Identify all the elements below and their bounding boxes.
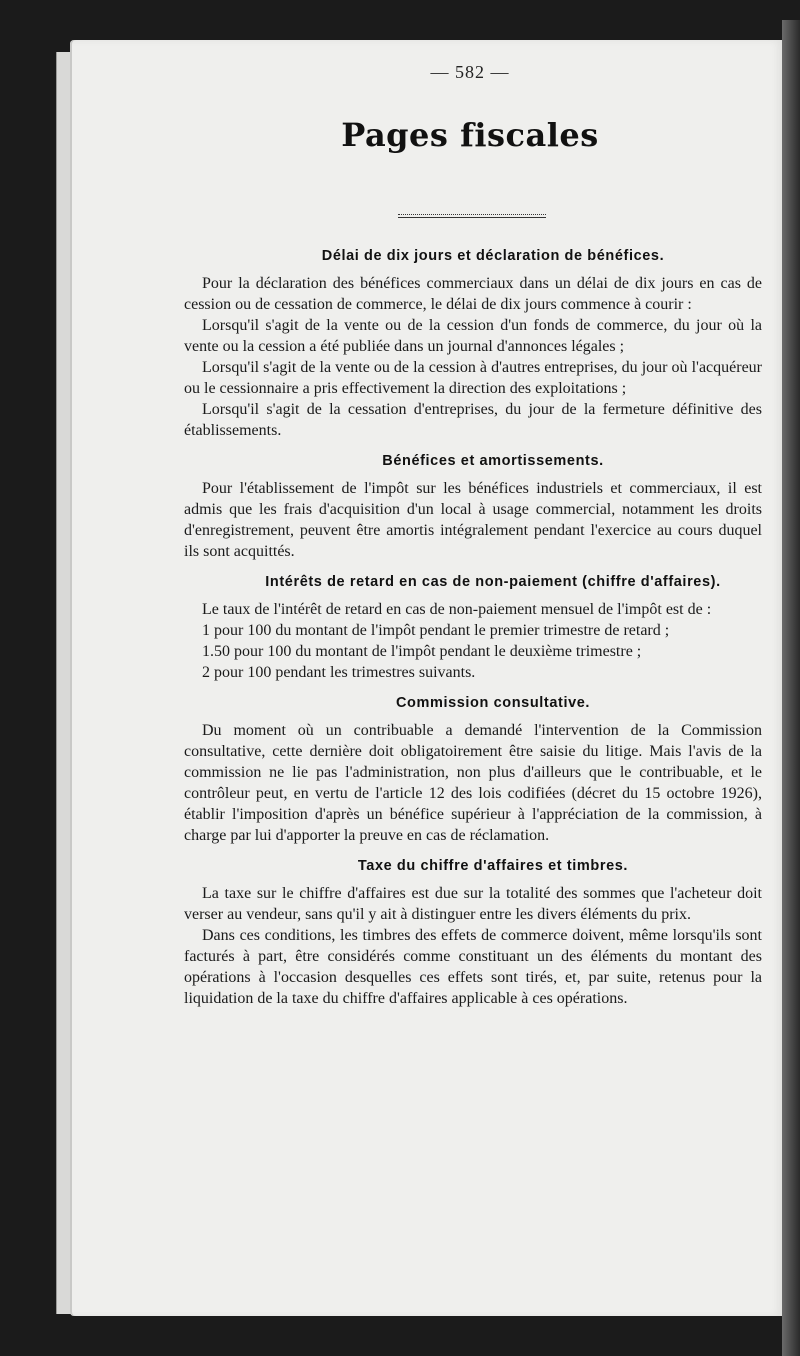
title-underline — [398, 214, 546, 218]
page-title: Pages fiscales — [341, 116, 599, 154]
paragraph: Du moment où un contribuable a demandé l'intervention de la Commission consultative, cette dernière doit obligatoirement être saisie du litige. Mais l'avis de la commission ne lie pas l'administration, non plus d'ailleurs que le contribuable, et le contrôleur peut, en vertu de l'article 12 des lois codifiées (décret du 15 octobre 1926), établir l'imposition d'après un bénéfice supérieur à l'appréciation de la commission, à charge par lui d'apporter la preuve en cas de réclamation. — [184, 722, 762, 844]
section-commission — [184, 693, 762, 846]
section-delai — [184, 246, 762, 441]
section-heading: Commission consultative. — [395, 695, 591, 711]
section-heading: Intérêts de retard en cas de non-paiement (chiffre d'affaires). — [265, 574, 721, 590]
section-heading: Bénéfices et amortissements. — [382, 453, 604, 469]
paragraph: Lorsqu'il s'agit de la vente ou de la cession à d'autres entreprises, du jour où l'acquéreur ou le cessionnaire a pris effectivement la direction des exploitations ; — [184, 359, 762, 397]
paragraph: Pour la déclaration des bénéfices commerciaux dans un délai de dix jours en cas de cession ou de cessation de commerce, le délai de dix jours commence à courir : — [184, 275, 762, 313]
paragraph: Pour l'établissement de l'impôt sur les bénéfices industriels et commerciaux, il est admis que les frais d'acquisition d'un local à usage commercial, notamment les droits d'enregistrement, peuvent être amortis intégralement pendant l'exercice au cours duquel ils sont acquittés. — [184, 480, 762, 560]
section-heading: Taxe du chiffre d'affaires et timbres. — [357, 858, 629, 874]
section-heading: Délai de dix jours et déclaration de bénéfices. — [321, 248, 665, 264]
paragraph: La taxe sur le chiffre d'affaires est due sur la totalité des sommes que l'acheteur doit verser au vendeur, sans qu'il y ait à distinguer entre les divers éléments du prix. — [184, 885, 762, 923]
paragraph: 2 pour 100 pendant les trimestres suivants. — [202, 664, 476, 681]
paragraph: Lorsqu'il s'agit de la cessation d'entreprises, du jour de la fermeture définitive des établissements. — [184, 401, 762, 439]
binding-shadow — [782, 20, 800, 1356]
paragraph: 1 pour 100 du montant de l'impôt pendant le premier trimestre de retard ; — [202, 622, 670, 639]
page-number: — 582 — — [430, 62, 510, 82]
article-body — [184, 246, 762, 1019]
paragraph: Le taux de l'intérêt de retard en cas de non-paiement mensuel de l'impôt est de : — [202, 601, 712, 618]
paragraph: 1.50 pour 100 du montant de l'impôt pendant le deuxième trimestre ; — [202, 643, 642, 660]
paragraph: Lorsqu'il s'agit de la vente ou de la cession d'un fonds de commerce, du jour où la vente ou la cession a été publiée dans un journal d'annonces légales ; — [184, 317, 762, 355]
section-benefices — [184, 451, 762, 562]
section-interets — [184, 572, 762, 683]
section-taxe — [184, 856, 762, 1009]
paragraph: Dans ces conditions, les timbres des effets de commerce doivent, même lorsqu'ils sont facturés à part, être considérés comme constituant un des éléments du montant des opérations à l'occasion desquelles ces effets sont tirés, et, par suite, retenus pour la liquidation de la taxe du chiffre d'affaires applicable à ces opérations. — [184, 927, 762, 1007]
